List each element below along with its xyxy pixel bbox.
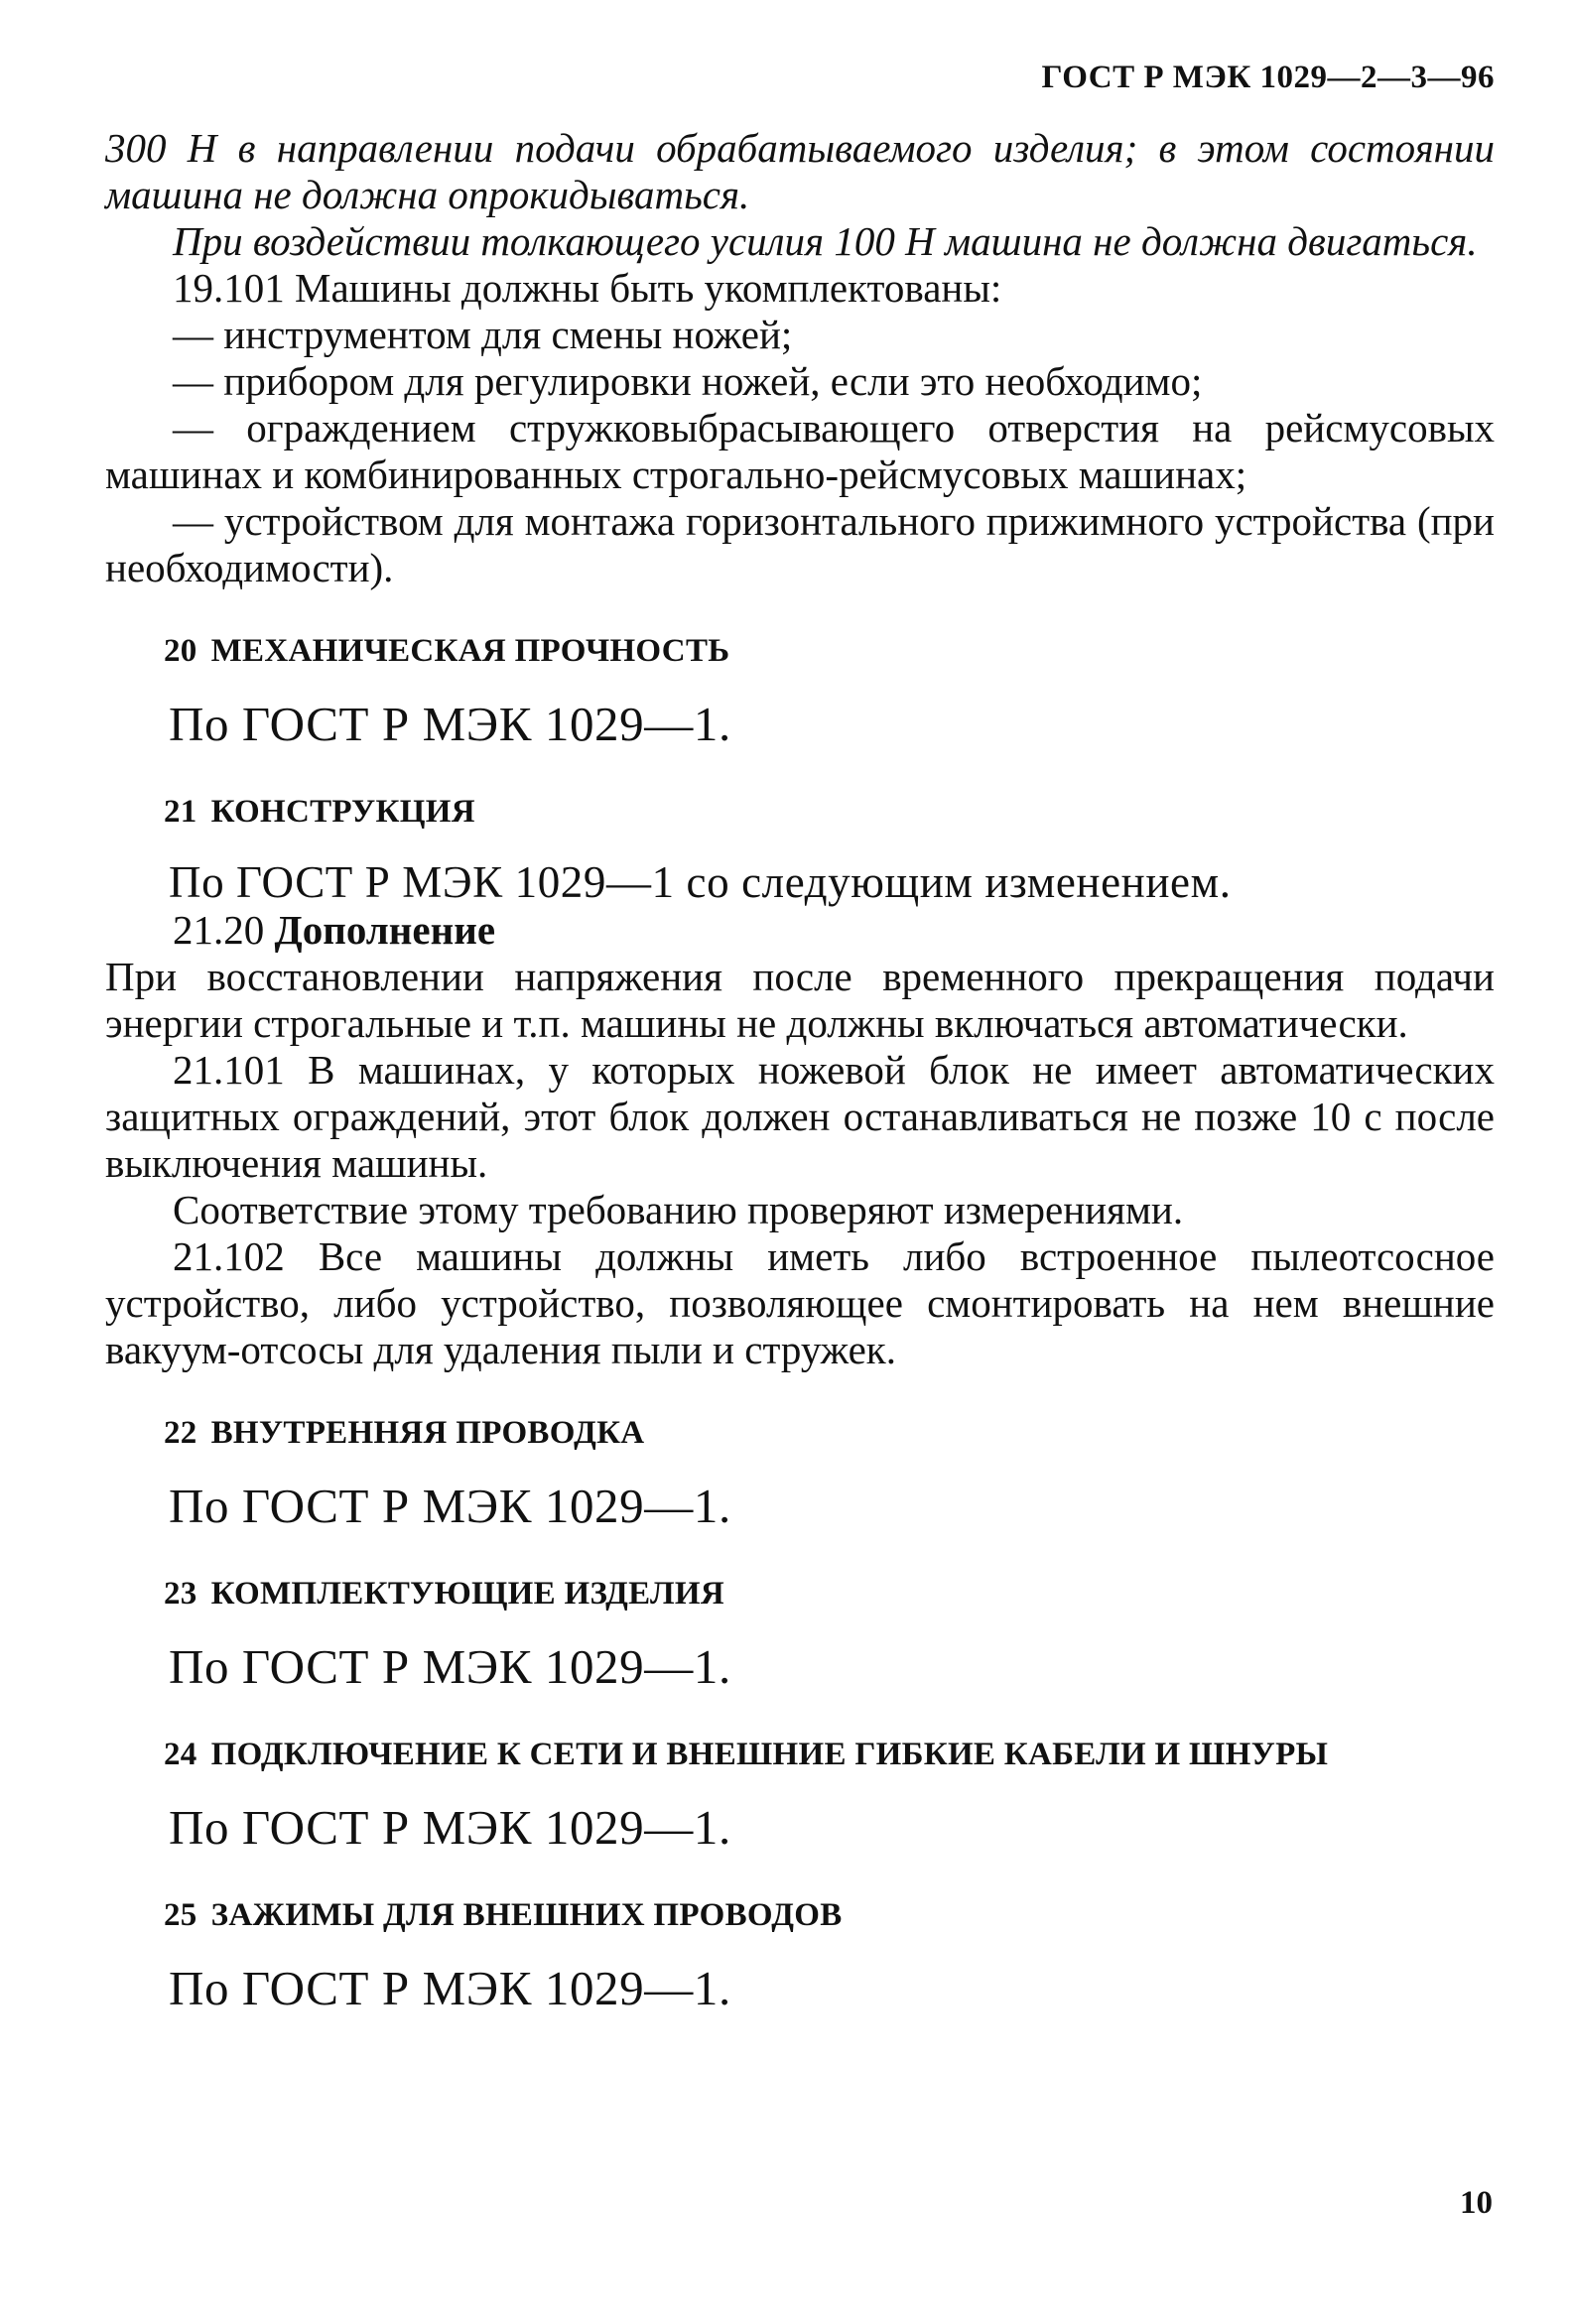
clause-number: 21.102 [173, 1233, 285, 1279]
list-item: — инструментом для смены ножей; [173, 312, 793, 357]
section-reference: По ГОСТ Р МЭК 1029—1. [169, 1800, 731, 1855]
section-title: КОМПЛЕКТУЮЩИЕ ИЗДЕЛИЯ [210, 1576, 725, 1612]
section-number: 25 [164, 1897, 197, 1933]
section-heading-23 [164, 1574, 1495, 1614]
section-heading-20 [164, 631, 1495, 671]
section-heading-22 [164, 1413, 1495, 1453]
clause-text: В машинах, у которых ножевой блок не имеет автоматических защитных ограждений, этот блок должен останавливаться не позже 10 с после выключения машины. [105, 1047, 1495, 1186]
section-title: КОНСТРУКЦИЯ [210, 794, 475, 830]
section-reference: По ГОСТ Р МЭК 1029—1. [169, 697, 731, 751]
clause-title: Дополнение [274, 907, 496, 953]
section-number: 23 [164, 1576, 197, 1612]
section-number: 21 [164, 794, 197, 830]
list-item: — устройством для монтажа горизонтального прижимного устройства (при необходимости). [105, 498, 1495, 590]
section-reference: По ГОСТ Р МЭК 1029—1. [169, 1639, 731, 1694]
clause-21-102 [105, 1233, 1495, 1373]
section-title: МЕХАНИЧЕСКАЯ ПРОЧНОСТЬ [210, 633, 730, 669]
list-item: — прибором для регулировки ножей, если это необходимо; [173, 358, 1203, 404]
clause-21-20-heading [105, 907, 1495, 954]
clause-text: Все машины должны иметь либо встроенное пылеотсосное устройство, либо устройство, позволяющее смонтировать на нем внешние вакуум-отсосы для удаления пыли и стружек. [105, 1233, 1496, 1372]
clause-21-101 [105, 1047, 1495, 1187]
section-heading-24 [164, 1735, 1495, 1774]
section-title: ВНУТРЕННЯЯ ПРОВОДКА [210, 1415, 645, 1451]
clause-21-101-compliance: Соответствие этому требованию проверяют измерениями. [173, 1187, 1184, 1232]
section-reference: По ГОСТ Р МЭК 1029—1. [169, 1961, 731, 2015]
section-heading-25 [164, 1895, 1495, 1935]
section-title: ПОДКЛЮЧЕНИЕ К СЕТИ И ВНЕШНИЕ ГИБКИЕ КАБЕЛИ И ШНУРЫ [210, 1737, 1329, 1772]
section-title: ЗАЖИМЫ ДЛЯ ВНЕШНИХ ПРОВОДОВ [210, 1897, 843, 1933]
page-number: 10 [1460, 2185, 1493, 2221]
section-reference: По ГОСТ Р МЭК 1029—1 со следующим изменением. [169, 857, 1232, 907]
section-number: 22 [164, 1415, 197, 1451]
list-item: — ограждением стружковыбрасывающего отверстия на рейсмусовых машинах и комбинированных строгально-рейсмусовых машинах; [105, 405, 1495, 497]
clause-21-20-text: При восстановлении напряжения после временного прекращения подачи энергии строгальные и т.п. машины не должны включаться автоматически. [105, 954, 1495, 1046]
clause-lead: Машины должны быть укомплектованы: [295, 265, 1002, 311]
intro-paragraph-2: При воздействии толкающего усилия 100 Н машина не должна двигаться. [173, 218, 1478, 264]
running-title: ГОСТ Р МЭК 1029—2—3—96 [1041, 60, 1495, 95]
intro-paragraph-1: 300 Н в направлении подачи обрабатываемого изделия; в этом состоянии машина не должна опрокидываться. [105, 125, 1495, 217]
section-number: 20 [164, 633, 197, 669]
section-reference: По ГОСТ Р МЭК 1029—1. [169, 1479, 731, 1533]
document-page [105, 60, 1495, 2016]
section-heading-21 [164, 792, 1495, 832]
clause-19-101 [105, 265, 1495, 312]
clause-number: 19.101 [173, 265, 285, 311]
clause-number: 21.101 [173, 1047, 285, 1093]
section-number: 24 [164, 1737, 197, 1772]
clause-number: 21.20 [173, 907, 265, 953]
